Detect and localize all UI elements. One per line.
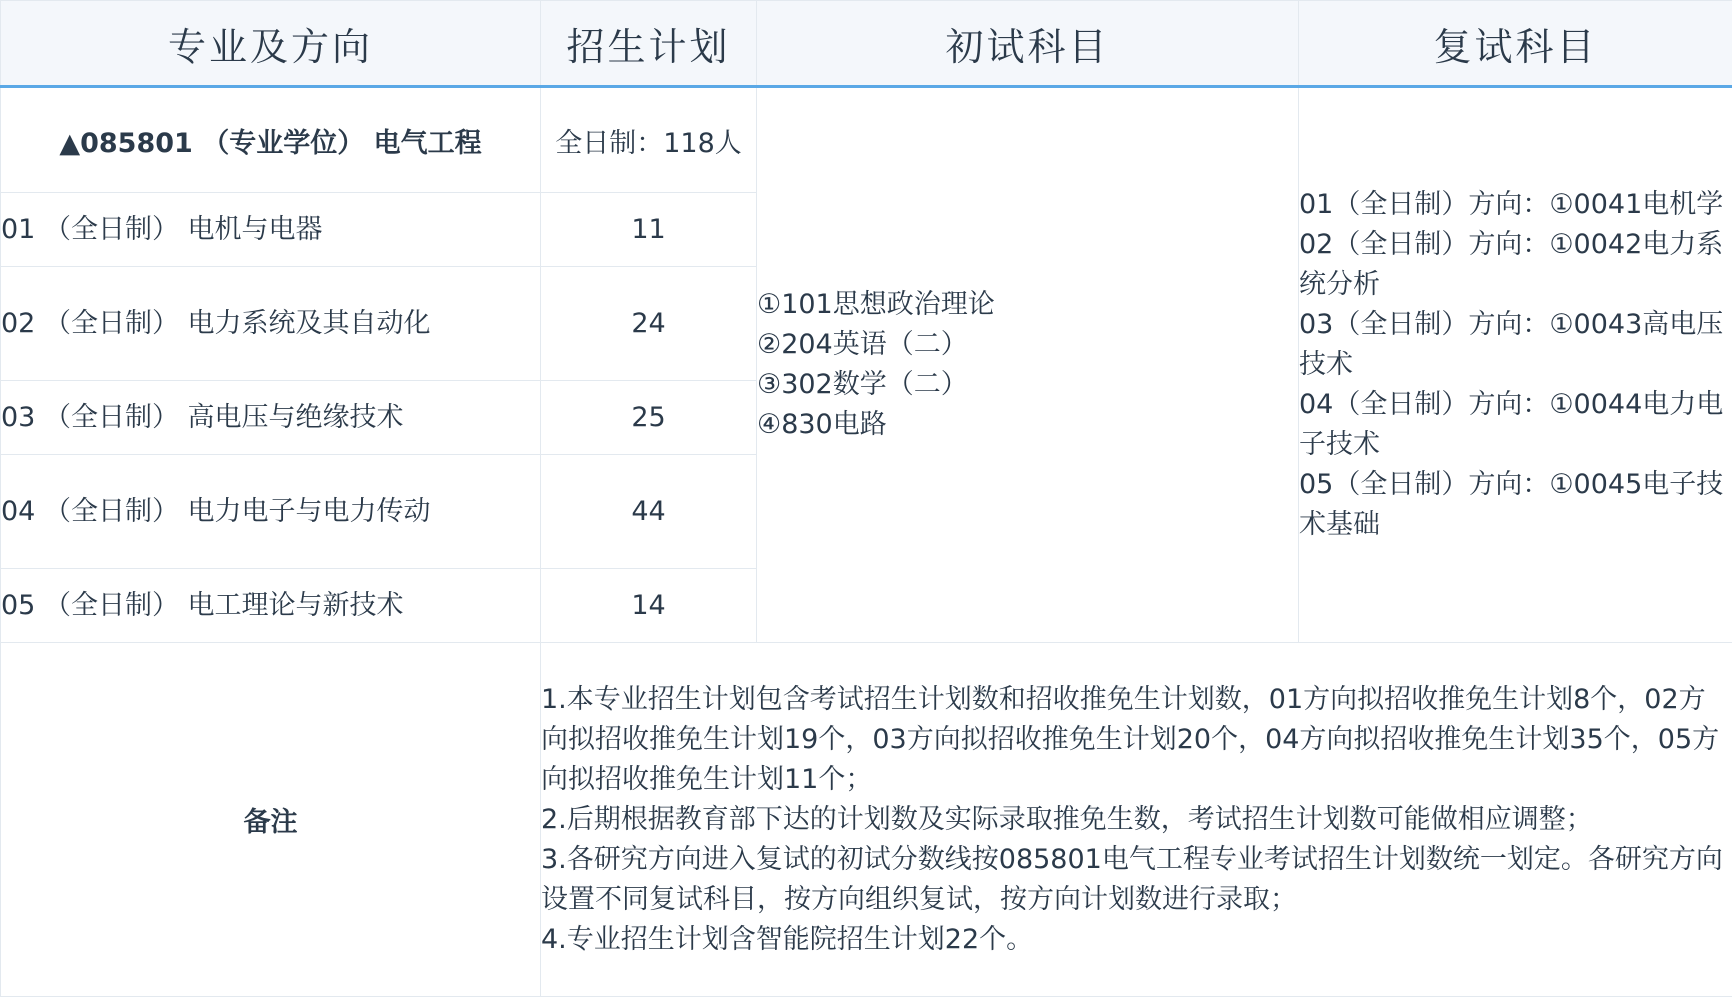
initial-subject-item: ④830电路 (757, 405, 1298, 445)
retest-subject-item: 01（全日制）方向：①0041电机学 (1299, 185, 1732, 225)
table-header-row (1, 1, 1732, 87)
notes-row (1, 643, 1732, 997)
direction-name: 03 （全日制） 高电压与绝缘技术 (1, 381, 541, 455)
direction-count: 11 (541, 193, 757, 267)
retest-subject-item: 03（全日制）方向：①0043高电压技术 (1299, 305, 1732, 385)
initial-subjects-cell (757, 87, 1299, 643)
note-item: 1.本专业招生计划包含考试招生计划数和招收推免生计划数，01方向拟招收推免生计划8个，02方向拟招收推免生计划19个，03方向拟招收推免生计划20个，04方向拟招收推免生计划35个，05方向拟招收推免生计划11个； (541, 680, 1732, 800)
major-title: ▲085801 （专业学位） 电气工程 (1, 87, 541, 193)
direction-count: 44 (541, 455, 757, 569)
notes-content (541, 643, 1732, 997)
direction-name: 04 （全日制） 电力电子与电力传动 (1, 455, 541, 569)
retest-subject-item: 05（全日制）方向：①0045电子技术基础 (1299, 465, 1732, 545)
retest-subject-item: 02（全日制）方向：①0042电力系统分析 (1299, 225, 1732, 305)
header-major: 专业及方向 (1, 1, 541, 87)
direction-count: 25 (541, 381, 757, 455)
note-item: 2.后期根据教育部下达的计划数及实际录取推免生数，考试招生计划数可能做相应调整； (541, 800, 1732, 840)
header-initial-subjects: 初试科目 (757, 1, 1299, 87)
direction-count: 14 (541, 569, 757, 643)
notes-label: 备注 (1, 643, 541, 997)
retest-subject-item: 04（全日制）方向：①0044电力电子技术 (1299, 385, 1732, 465)
major-row (1, 87, 1732, 193)
direction-name: 01 （全日制） 电机与电器 (1, 193, 541, 267)
retest-subjects-cell (1299, 87, 1732, 643)
major-plan-total: 全日制：118人 (541, 87, 757, 193)
initial-subject-item: ③302数学（二） (757, 365, 1298, 405)
initial-subject-item: ②204英语（二） (757, 325, 1298, 365)
direction-name: 02 （全日制） 电力系统及其自动化 (1, 267, 541, 381)
direction-name: 05 （全日制） 电工理论与新技术 (1, 569, 541, 643)
note-item: 4.专业招生计划含智能院招生计划22个。 (541, 920, 1732, 960)
initial-subject-item: ①101思想政治理论 (757, 285, 1298, 325)
header-retest-subjects: 复试科目 (1299, 1, 1732, 87)
direction-count: 24 (541, 267, 757, 381)
header-plan: 招生计划 (541, 1, 757, 87)
note-item: 3.各研究方向进入复试的初试分数线按085801电气工程专业考试招生计划数统一划定。各研究方向设置不同复试科目，按方向组织复试，按方向计划数进行录取； (541, 840, 1732, 920)
